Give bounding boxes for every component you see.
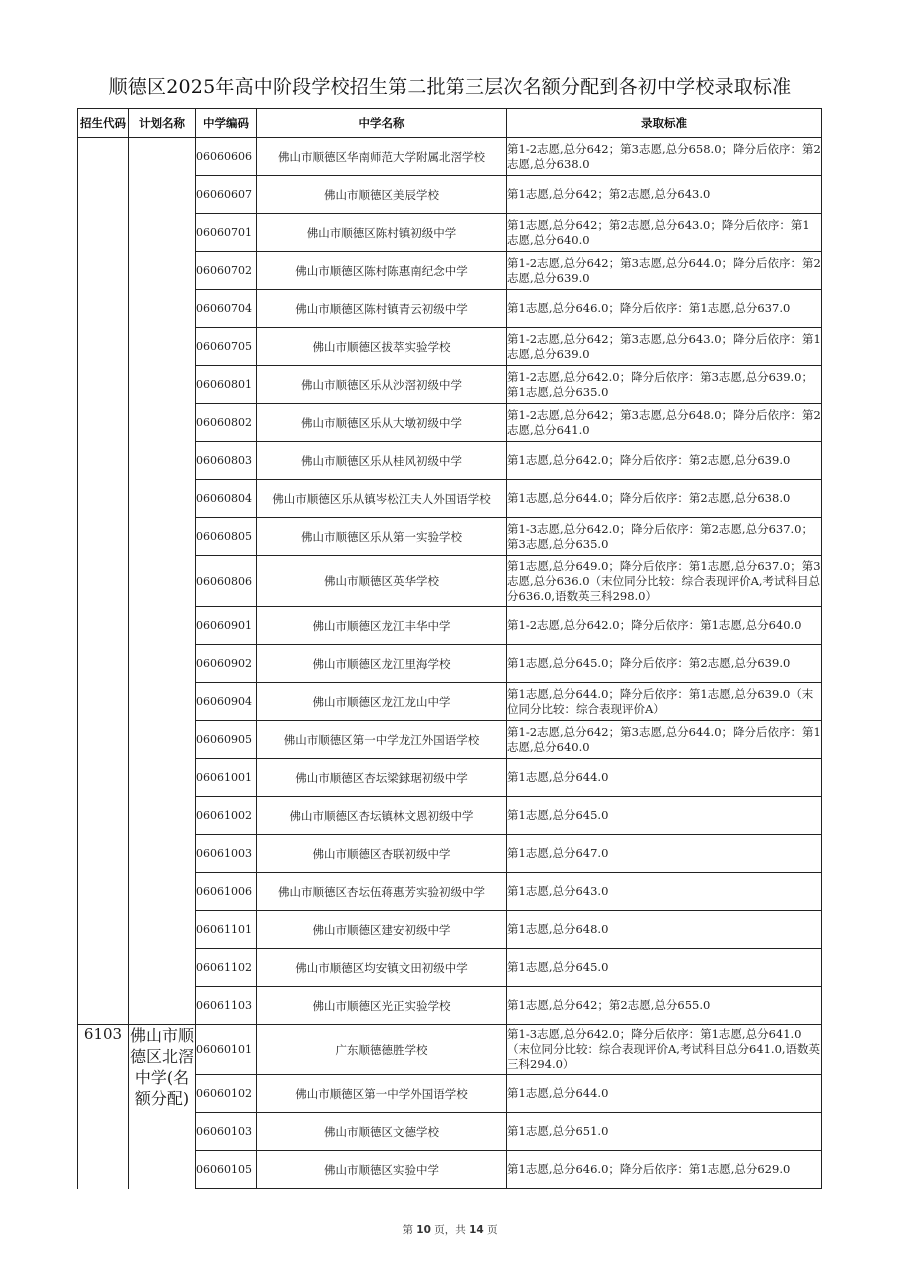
school-name-cell: 佛山市顺德区光正实验学校	[257, 987, 507, 1025]
admission-standard-cell: 第1志愿,总分647.0	[507, 835, 822, 873]
school-name-cell: 佛山市顺德区乐从桂风初级中学	[257, 442, 507, 480]
school-code-cell: 06061101	[196, 911, 257, 949]
admission-standard-cell: 第1-2志愿,总分642.0；降分后依序：第3志愿,总分639.0；第1志愿,总分635.0	[507, 366, 822, 404]
admission-standard-cell: 第1志愿,总分643.0	[507, 873, 822, 911]
school-code-cell: 06061001	[196, 759, 257, 797]
school-name-cell: 佛山市顺德区拔萃实验学校	[257, 328, 507, 366]
school-name-cell: 佛山市顺德区杏坛梁銶琚初级中学	[257, 759, 507, 797]
header-plan-name: 计划名称	[129, 109, 196, 138]
school-name-cell: 佛山市顺德区英华学校	[257, 556, 507, 607]
school-name-cell: 佛山市顺德区均安镇文田初级中学	[257, 949, 507, 987]
school-name-cell: 佛山市顺德区乐从大墩初级中学	[257, 404, 507, 442]
school-code-cell: 06060702	[196, 252, 257, 290]
school-name-cell: 佛山市顺德区第一中学外国语学校	[257, 1075, 507, 1113]
school-code-cell: 06060804	[196, 480, 257, 518]
admission-standard-cell: 第1志愿,总分644.0；降分后依序：第2志愿,总分638.0	[507, 480, 822, 518]
header-school-code: 中学编码	[196, 109, 257, 138]
school-code-cell: 06060701	[196, 214, 257, 252]
school-code-cell: 06060607	[196, 176, 257, 214]
plan-name-cell	[129, 138, 196, 1025]
school-code-cell: 06061102	[196, 949, 257, 987]
school-code-cell: 06060901	[196, 607, 257, 645]
school-name-cell: 佛山市顺德区文德学校	[257, 1113, 507, 1151]
school-code-cell: 06060105	[196, 1151, 257, 1189]
school-code-cell: 06060801	[196, 366, 257, 404]
school-code-cell: 06061006	[196, 873, 257, 911]
admission-standard-cell: 第1-2志愿,总分642；第3志愿,总分644.0；降分后依序：第2志愿,总分639.0	[507, 252, 822, 290]
plan-name-cell: 佛山市顺德区北滘中学(名额分配)	[129, 1025, 196, 1189]
admission-standard-cell: 第1志愿,总分645.0；降分后依序：第2志愿,总分639.0	[507, 645, 822, 683]
footer-prefix: 第	[402, 1224, 413, 1236]
school-name-cell: 佛山市顺德区实验中学	[257, 1151, 507, 1189]
school-code-cell: 06060705	[196, 328, 257, 366]
school-code-cell: 06060806	[196, 556, 257, 607]
admission-standard-cell: 第1志愿,总分644.0；降分后依序：第1志愿,总分639.0（末位同分比较：综合表现评价A）	[507, 683, 822, 721]
school-code-cell: 06060905	[196, 721, 257, 759]
school-code-cell: 06060102	[196, 1075, 257, 1113]
admission-standard-cell: 第1志愿,总分651.0	[507, 1113, 822, 1151]
footer-middle: 页，共	[434, 1224, 466, 1236]
admission-standard-cell: 第1志愿,总分642；第2志愿,总分655.0	[507, 987, 822, 1025]
admission-standard-cell: 第1志愿,总分649.0；降分后依序：第1志愿,总分637.0；第3志愿,总分636.0（末位同分比较：综合表现评价A,考试科目总分636.0,语数英三科298.0）	[507, 556, 822, 607]
current-page-number: 10	[416, 1224, 431, 1236]
school-code-cell: 06060101	[196, 1025, 257, 1075]
admission-standard-cell: 第1志愿,总分646.0；降分后依序：第1志愿,总分629.0	[507, 1151, 822, 1189]
table-header-row	[78, 109, 822, 138]
school-code-cell: 06060803	[196, 442, 257, 480]
school-name-cell: 佛山市顺德区乐从镇岑松江夫人外国语学校	[257, 480, 507, 518]
admission-standard-cell: 第1志愿,总分642.0；降分后依序：第2志愿,总分639.0	[507, 442, 822, 480]
school-name-cell: 佛山市顺德区乐从第一实验学校	[257, 518, 507, 556]
admission-standard-cell: 第1-2志愿,总分642；第3志愿,总分643.0；降分后依序：第1志愿,总分639.0	[507, 328, 822, 366]
admission-standard-cell: 第1-3志愿,总分642.0；降分后依序：第1志愿,总分641.0（末位同分比较：综合表现评价A,考试科目总分641.0,语数英三科294.0）	[507, 1025, 822, 1075]
admission-standard-cell: 第1-2志愿,总分642；第3志愿,总分648.0；降分后依序：第2志愿,总分641.0	[507, 404, 822, 442]
admission-standard-cell: 第1志愿,总分646.0；降分后依序：第1志愿,总分637.0	[507, 290, 822, 328]
admission-standard-cell: 第1-2志愿,总分642；第3志愿,总分658.0；降分后依序：第2志愿,总分638.0	[507, 138, 822, 176]
admission-standard-cell: 第1志愿,总分648.0	[507, 911, 822, 949]
school-name-cell: 佛山市顺德区杏联初级中学	[257, 835, 507, 873]
school-code-cell: 06061103	[196, 987, 257, 1025]
school-name-cell: 佛山市顺德区陈村镇青云初级中学	[257, 290, 507, 328]
school-name-cell: 佛山市顺德区陈村陈惠南纪念中学	[257, 252, 507, 290]
school-code-cell: 06061003	[196, 835, 257, 873]
school-name-cell: 佛山市顺德区陈村镇初级中学	[257, 214, 507, 252]
school-code-cell: 06060606	[196, 138, 257, 176]
admission-standard-cell: 第1-2志愿,总分642；第3志愿,总分644.0；降分后依序：第1志愿,总分640.0	[507, 721, 822, 759]
table-row	[78, 1025, 822, 1075]
admission-standard-cell: 第1-3志愿,总分642.0；降分后依序：第2志愿,总分637.0；第3志愿,总分635.0	[507, 518, 822, 556]
header-admission-standard: 录取标准	[507, 109, 822, 138]
admission-standard-cell: 第1志愿,总分645.0	[507, 797, 822, 835]
school-name-cell: 佛山市顺德区龙江里海学校	[257, 645, 507, 683]
admission-standard-cell: 第1志愿,总分644.0	[507, 1075, 822, 1113]
header-enrollment-code: 招生代码	[78, 109, 129, 138]
school-name-cell: 佛山市顺德区华南师范大学附属北滘学校	[257, 138, 507, 176]
admission-standard-cell: 第1志愿,总分642；第2志愿,总分643.0	[507, 176, 822, 214]
school-code-cell: 06060902	[196, 645, 257, 683]
school-name-cell: 佛山市顺德区建安初级中学	[257, 911, 507, 949]
enrollment-code-cell	[78, 138, 129, 1025]
school-code-cell: 06060805	[196, 518, 257, 556]
admission-standard-cell: 第1志愿,总分642；第2志愿,总分643.0；降分后依序：第1志愿,总分640.0	[507, 214, 822, 252]
school-name-cell: 广东顺德德胜学校	[257, 1025, 507, 1075]
school-name-cell: 佛山市顺德区美辰学校	[257, 176, 507, 214]
admission-standard-cell: 第1志愿,总分644.0	[507, 759, 822, 797]
admission-standard-cell: 第1志愿,总分645.0	[507, 949, 822, 987]
school-code-cell: 06061002	[196, 797, 257, 835]
school-name-cell: 佛山市顺德区杏坛镇林文恩初级中学	[257, 797, 507, 835]
school-name-cell: 佛山市顺德区龙江龙山中学	[257, 683, 507, 721]
school-code-cell: 06060704	[196, 290, 257, 328]
school-name-cell: 佛山市顺德区第一中学龙江外国语学校	[257, 721, 507, 759]
school-name-cell: 佛山市顺德区杏坛伍蒋惠芳实验初级中学	[257, 873, 507, 911]
school-code-cell: 06060103	[196, 1113, 257, 1151]
total-page-count: 14	[469, 1224, 484, 1236]
page-title: 顺德区2025年高中阶段学校招生第二批第三层次名额分配到各初中学校录取标准	[108, 76, 792, 98]
table-row	[78, 138, 822, 176]
school-name-cell: 佛山市顺德区龙江丰华中学	[257, 607, 507, 645]
footer-suffix: 页	[487, 1224, 498, 1236]
admission-standard-cell: 第1-2志愿,总分642.0；降分后依序：第1志愿,总分640.0	[507, 607, 822, 645]
school-name-cell: 佛山市顺德区乐从沙滘初级中学	[257, 366, 507, 404]
enrollment-code-cell: 6103	[78, 1025, 129, 1189]
header-school-name: 中学名称	[257, 109, 507, 138]
admission-standards-table	[77, 108, 822, 1189]
page-footer	[0, 1222, 900, 1237]
school-code-cell: 06060904	[196, 683, 257, 721]
school-code-cell: 06060802	[196, 404, 257, 442]
